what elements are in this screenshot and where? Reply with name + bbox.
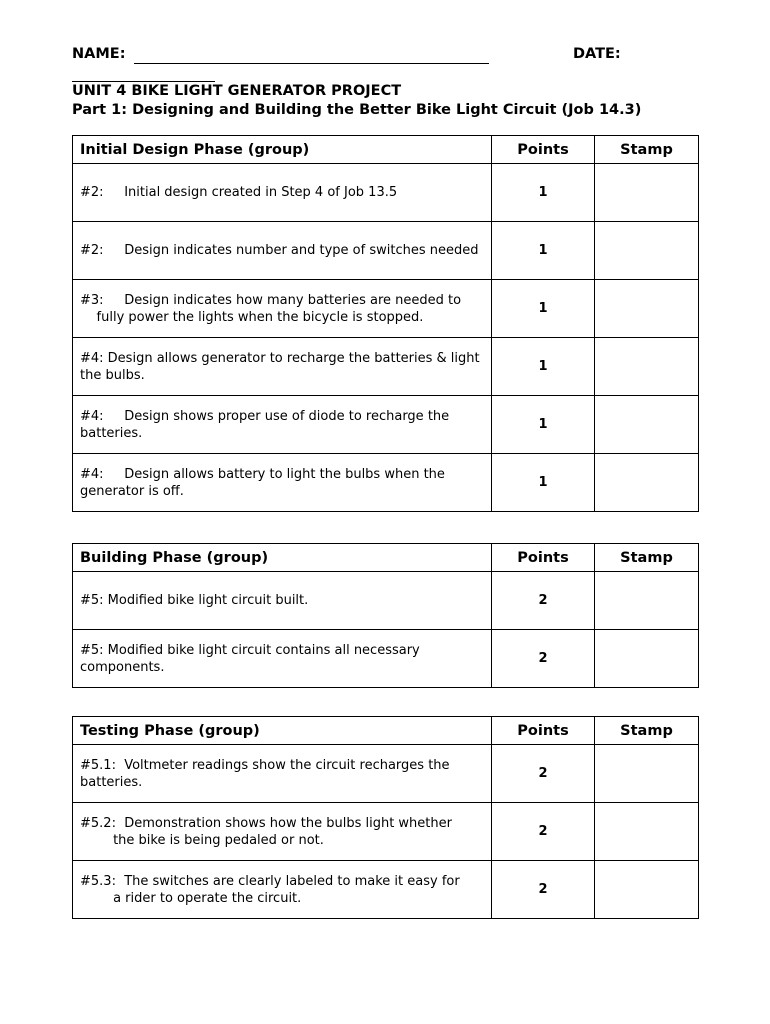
stamp-cell[interactable] — [595, 222, 699, 280]
stamp-header: Stamp — [595, 136, 699, 164]
points-value: 2 — [492, 630, 595, 688]
name-field-line[interactable] — [134, 63, 489, 64]
table-header-row — [73, 717, 699, 745]
name-label: NAME: — [72, 46, 126, 62]
part-title: Part 1: Designing and Building the Better Bike Light Circuit (Job 14.3) — [72, 102, 642, 118]
table-row — [73, 222, 699, 280]
date-label: DATE: — [573, 46, 621, 62]
points-value: 1 — [492, 280, 595, 338]
stamp-cell[interactable] — [595, 572, 699, 630]
points-value: 2 — [492, 861, 595, 919]
testing-phase-table — [72, 716, 699, 919]
stamp-cell[interactable] — [595, 803, 699, 861]
criterion-text: #2: Design indicates number and type of switches needed — [73, 222, 492, 280]
section-heading: Initial Design Phase (group) — [73, 136, 492, 164]
criterion-text: #5.3: The switches are clearly labeled to make it easy for a rider to operate the circuit. — [73, 861, 492, 919]
table-row — [73, 745, 699, 803]
section-heading: Testing Phase (group) — [73, 717, 492, 745]
points-header: Points — [492, 544, 595, 572]
section-heading: Building Phase (group) — [73, 544, 492, 572]
table-row — [73, 861, 699, 919]
criterion-text: #5: Modified bike light circuit contains all necessary components. — [73, 630, 492, 688]
table-row — [73, 396, 699, 454]
criterion-text: #4: Design allows generator to recharge the batteries & light the bulbs. — [73, 338, 492, 396]
criterion-text: #4: Design shows proper use of diode to recharge the batteries. — [73, 396, 492, 454]
table-row — [73, 164, 699, 222]
points-header: Points — [492, 717, 595, 745]
criterion-text: #5.2: Demonstration shows how the bulbs light whether the bike is being pedaled or not. — [73, 803, 492, 861]
stamp-header: Stamp — [595, 544, 699, 572]
table-row — [73, 338, 699, 396]
table-row — [73, 803, 699, 861]
points-value: 1 — [492, 164, 595, 222]
stamp-cell[interactable] — [595, 280, 699, 338]
criterion-text: #5.1: Voltmeter readings show the circuit recharges the batteries. — [73, 745, 492, 803]
points-value: 2 — [492, 745, 595, 803]
stamp-cell[interactable] — [595, 630, 699, 688]
unit-title: UNIT 4 BIKE LIGHT GENERATOR PROJECT — [72, 83, 402, 99]
stamp-header: Stamp — [595, 717, 699, 745]
header — [72, 46, 698, 68]
stamp-cell[interactable] — [595, 164, 699, 222]
table-row — [73, 630, 699, 688]
points-header: Points — [492, 136, 595, 164]
stamp-cell[interactable] — [595, 861, 699, 919]
stamp-cell[interactable] — [595, 745, 699, 803]
stamp-cell[interactable] — [595, 454, 699, 512]
points-value: 1 — [492, 454, 595, 512]
initial-design-table — [72, 135, 699, 512]
title-block — [72, 82, 702, 120]
table-header-row — [73, 136, 699, 164]
criterion-text: #2: Initial design created in Step 4 of Job 13.5 — [73, 164, 492, 222]
points-value: 1 — [492, 222, 595, 280]
points-value: 1 — [492, 396, 595, 454]
points-value: 2 — [492, 803, 595, 861]
stamp-cell[interactable] — [595, 396, 699, 454]
points-value: 1 — [492, 338, 595, 396]
table-row — [73, 280, 699, 338]
stamp-cell[interactable] — [595, 338, 699, 396]
criterion-text: #3: Design indicates how many batteries are needed to fully power the lights when the bicycle is stopped. — [73, 280, 492, 338]
table-row — [73, 454, 699, 512]
table-row — [73, 572, 699, 630]
table-header-row — [73, 544, 699, 572]
points-value: 2 — [492, 572, 595, 630]
building-phase-table — [72, 543, 699, 688]
criterion-text: #5: Modified bike light circuit built. — [73, 572, 492, 630]
criterion-text: #4: Design allows battery to light the bulbs when the generator is off. — [73, 454, 492, 512]
